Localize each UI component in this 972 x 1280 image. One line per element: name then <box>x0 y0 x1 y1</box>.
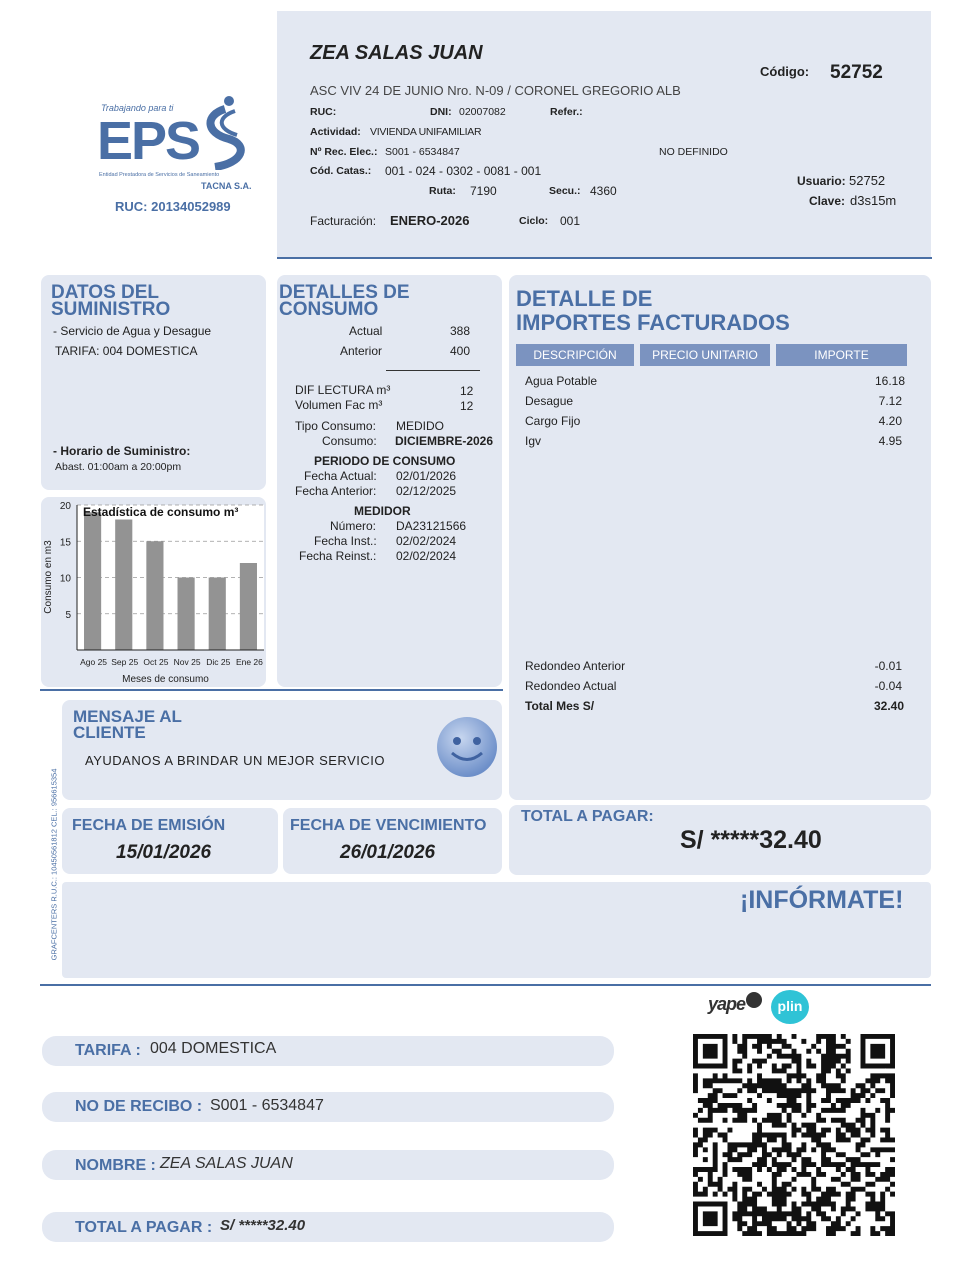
codigo-label: Código: <box>760 64 810 79</box>
x-tick-label: Nov 25 <box>173 657 201 667</box>
fecha-anterior-value: 02/12/2025 <box>396 484 457 498</box>
col-precio: PRECIO UNITARIO <box>640 344 770 366</box>
vol-value: 12 <box>460 399 474 413</box>
dni-label: DNI: <box>430 106 452 118</box>
mensaje-title-1: MENSAJE AL <box>73 707 182 726</box>
consumo-mes-value: DICIEMBRE-2026 <box>395 434 494 448</box>
suministro-title-1: DATOS DEL <box>51 282 160 303</box>
eps-logo <box>95 95 260 220</box>
fecha-inst-label: Fecha Inst.: <box>314 534 377 548</box>
y-axis-label: Consumo en m3 <box>43 540 54 614</box>
chart-bar <box>240 563 257 650</box>
numero-value: DA23121566 <box>396 519 467 533</box>
fecha-anterior-label: Fecha Anterior: <box>295 484 377 498</box>
customer-address: ASC VIV 24 DE JUNIO Nro. N-09 / CORONEL GREGORIO ALB <box>310 83 681 98</box>
actual-label: Actual <box>349 324 383 338</box>
x-axis-label: Meses de consumo <box>122 674 209 685</box>
dif-label: DIF LECTURA m³ <box>295 383 391 397</box>
sum-line <box>386 370 480 371</box>
horario-label: - Horario de Suministro: <box>53 444 191 458</box>
cod-catas-label: Cód. Catas.: <box>310 165 372 177</box>
rec-elec-label: Nº Rec. Elec.: <box>310 146 378 158</box>
importe-item-value: 16.18 <box>874 374 905 388</box>
anterior-label: Anterior <box>340 344 383 358</box>
tipo-label: Tipo Consumo: <box>295 419 376 433</box>
total-mes-label: Total Mes S/ <box>525 699 595 713</box>
x-tick-label: Ago 25 <box>80 657 108 667</box>
logo-tagline: Trabajando para ti <box>101 103 174 113</box>
redondeo-actual-label: Redondeo Actual <box>525 679 617 693</box>
redondeo-anterior-value: -0.01 <box>874 659 902 673</box>
x-tick-label: Ene 26 <box>235 657 263 667</box>
y-tick-label: 5 <box>65 609 71 621</box>
smiley-icon <box>436 716 498 778</box>
y-tick-label: 20 <box>59 501 71 512</box>
yape-logo: yape <box>708 994 746 1014</box>
clave-value: d3s15m <box>850 193 897 208</box>
tipo-value: MEDIDO <box>396 419 444 433</box>
tarifa-value: 004 DOMESTICA <box>150 1040 277 1057</box>
consumo-title-2: CONSUMO <box>279 299 379 320</box>
ruta-value: 7190 <box>470 184 497 198</box>
importe-item-label: Cargo Fijo <box>525 414 581 428</box>
fecha-inst-value: 02/02/2024 <box>396 534 457 548</box>
logo-entity: Entidad Prestadora de Servicios de Saneamiento <box>99 172 220 178</box>
fecha-actual-value: 02/01/2026 <box>396 469 457 483</box>
emision-label: FECHA DE EMISIÓN <box>72 817 226 834</box>
chart-bar <box>84 512 101 650</box>
logo-city: TACNA S.A. <box>201 181 252 191</box>
vencimiento-label: FECHA DE VENCIMIENTO <box>290 817 487 834</box>
dif-value: 12 <box>460 384 474 398</box>
yape-badge-icon <box>746 992 762 1008</box>
chart-bar <box>146 541 163 650</box>
total-mes-value: 32.40 <box>873 699 904 713</box>
customer-name: ZEA SALAS JUAN <box>310 42 483 64</box>
secu-value: 4360 <box>590 184 617 198</box>
bottom-total-value: S/ *****32.40 <box>220 1217 306 1234</box>
periodo-title: PERIODO DE CONSUMO <box>314 454 456 468</box>
y-tick-label: 10 <box>59 573 71 585</box>
horario-value: Abast. 01:00am a 20:00pm <box>55 461 182 473</box>
importe-item-label: Igv <box>525 434 542 448</box>
recibo-value: S001 - 6534847 <box>210 1097 324 1114</box>
ciclo-value: 001 <box>560 214 581 228</box>
col-descripcion: DESCRIPCIÓN <box>516 344 634 366</box>
consumption-chart <box>41 497 266 687</box>
suministro-tarifa: TARIFA: 004 DOMESTICA <box>55 344 198 358</box>
printer-credit: GRAFCENTERS R.U.C.: 10450561812 CEL.: 956615354 <box>49 768 59 961</box>
fecha-actual-label: Fecha Actual: <box>304 469 377 483</box>
mensaje-text: AYUDANOS A BRINDAR UN MEJOR SERVICIO <box>85 753 385 768</box>
importe-item-value: 4.95 <box>878 434 902 448</box>
suministro-servicio: - Servicio de Agua y Desague <box>53 324 212 338</box>
x-tick-label: Dic 25 <box>206 657 231 667</box>
codigo-value: 52752 <box>830 62 883 83</box>
refer-label: Refer.: <box>550 106 583 118</box>
logo-letters: EPS <box>97 111 200 171</box>
mid-divider <box>40 689 503 691</box>
ciclo-label: Ciclo: <box>519 215 549 227</box>
importe-item-value: 7.12 <box>878 394 902 408</box>
facturacion-label: Facturación: <box>310 214 377 228</box>
waves-icon <box>195 95 255 170</box>
plin-logo: plin <box>771 990 809 1024</box>
medidor-title: MEDIDOR <box>354 504 411 518</box>
chart-bar <box>115 520 132 651</box>
secu-label: Secu.: <box>549 185 581 197</box>
nombre-value: ZEA SALAS JUAN <box>160 1155 293 1172</box>
header-underline <box>277 257 932 259</box>
informate-title: ¡INFÓRMATE! <box>740 886 904 914</box>
rec-elec-value: S001 - 6534847 <box>385 146 460 158</box>
chart-bar <box>178 578 195 651</box>
x-tick-label: Sep 25 <box>111 657 139 667</box>
cod-catas-value: 001 - 024 - 0302 - 0081 - 001 <box>385 164 542 178</box>
no-definido: NO DEFINIDO <box>659 146 728 158</box>
ruc-label: RUC: <box>310 106 337 118</box>
fecha-reinst-value: 02/02/2024 <box>396 549 457 563</box>
importe-item-value: 4.20 <box>878 414 902 428</box>
usuario-label: Usuario: <box>797 174 846 188</box>
vencimiento-value: 26/01/2026 <box>340 842 436 863</box>
tarifa-label: TARIFA : <box>75 1042 141 1059</box>
qr-code-icon <box>693 1034 895 1236</box>
bottom-divider <box>40 984 931 986</box>
recibo-label: NO DE RECIBO : <box>75 1098 203 1115</box>
fecha-reinst-label: Fecha Reinst.: <box>299 549 377 563</box>
consumo-title-1: DETALLES DE <box>279 282 410 303</box>
ruta-label: Ruta: <box>429 185 456 197</box>
emision-value: 15/01/2026 <box>116 842 212 863</box>
numero-label: Número: <box>330 519 377 533</box>
usuario-value: 52752 <box>849 173 886 188</box>
col-importe: IMPORTE <box>776 344 907 366</box>
suministro-title-2: SUMINISTRO <box>51 299 171 320</box>
importes-title-2: IMPORTES FACTURADOS <box>516 310 790 335</box>
anterior-value: 400 <box>450 344 471 358</box>
actividad-label: Actividad: <box>310 126 361 138</box>
qr-modules <box>693 1034 895 1236</box>
importes-title-1: DETALLE DE <box>516 286 653 311</box>
nombre-label: NOMBRE : <box>75 1157 156 1174</box>
actividad-value: VIVIENDA UNIFAMILIAR <box>370 126 482 138</box>
bottom-total-label: TOTAL A PAGAR : <box>75 1219 213 1236</box>
total-value: S/ *****32.40 <box>680 826 822 854</box>
dni-value: 02007082 <box>459 106 506 118</box>
consumo-mes-label: Consumo: <box>322 434 377 448</box>
logo-ruc: RUC: 20134052989 <box>115 199 231 214</box>
y-tick-label: 15 <box>59 537 71 549</box>
x-tick-label: Oct 25 <box>143 657 169 667</box>
actual-value: 388 <box>450 324 471 338</box>
vol-label: Volumen Fac m³ <box>295 398 383 412</box>
redondeo-anterior-label: Redondeo Anterior <box>525 659 626 673</box>
chart-bar <box>209 578 226 651</box>
clave-label: Clave: <box>809 194 846 208</box>
redondeo-actual-value: -0.04 <box>874 679 902 693</box>
chart-title: Estadística de consumo m³ <box>83 505 239 519</box>
importe-item-label: Desague <box>525 394 574 408</box>
total-label: TOTAL A PAGAR: <box>521 808 654 825</box>
facturacion-value: ENERO-2026 <box>390 213 470 228</box>
importe-item-label: Agua Potable <box>525 374 598 388</box>
mensaje-title-2: CLIENTE <box>73 723 146 742</box>
